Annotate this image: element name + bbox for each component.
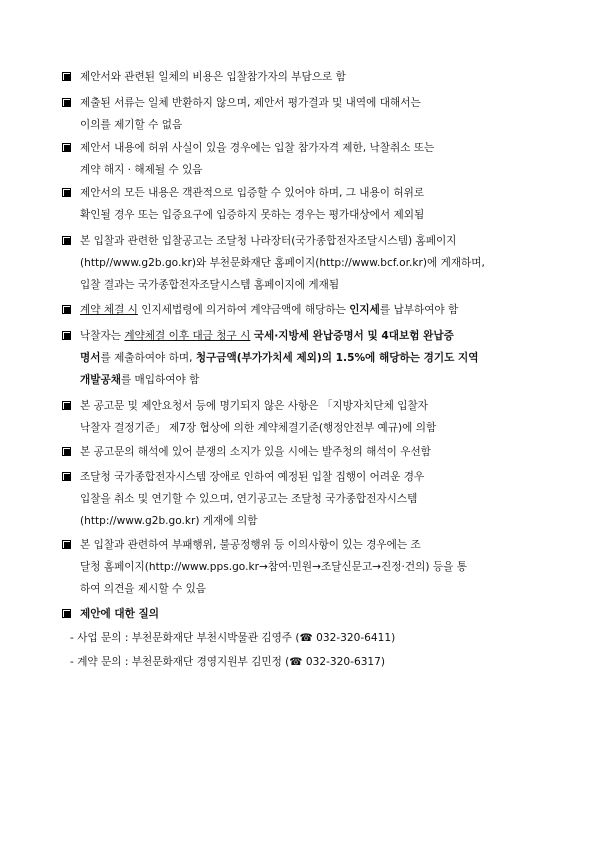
notice-line: 달청 홈페이지(http://www.pps.go.kr→참여·민원→조달신문고→진정·건의) 등을 통 [80, 561, 467, 573]
notice-line: 입찰을 취소 및 연기할 수 있으며, 연기공고는 조달청 국가종합전자시스템 [80, 493, 418, 505]
checkbox-bullet-icon [62, 143, 71, 152]
notice-item-9 [62, 441, 542, 463]
notice-line: 확인될 경우 또는 입증요구에 입증하지 못하는 경우는 평가대상에서 제외됨 [80, 209, 425, 221]
checkbox-bullet-icon [62, 447, 71, 456]
notice-line [62, 325, 542, 347]
underlined-text: 계약 체결 시 [80, 304, 138, 316]
bold-text: 명서 [80, 352, 101, 364]
notice-line: (http://www.g2b.go.kr) 게재에 의함 [80, 515, 258, 527]
checkbox-bullet-icon [62, 188, 71, 197]
notice-line: 조달청 국가종합전자시스템 장애로 인하여 예정된 입찰 집행이 어려운 경우 [80, 471, 425, 483]
checkbox-bullet-icon [62, 472, 71, 481]
notice-item-5 [62, 230, 542, 296]
notice-line: 이의를 제기할 수 없음 [80, 119, 183, 131]
inquiry-section [62, 603, 542, 625]
plain-text: 를 제출하여야 하며, [100, 352, 196, 364]
plain-text: 를 납부하여야 함 [379, 304, 459, 316]
notice-line [62, 347, 542, 369]
underlined-text: 계약체결 이후 대금 청구 시 [124, 330, 251, 342]
checkbox-bullet-icon [62, 609, 71, 618]
notice-line [62, 299, 542, 321]
notice-line: 제안서 내용에 허위 사실이 있을 경우에는 입찰 참가자격 제한, 낙찰취소 또는 [80, 142, 435, 154]
plain-text: 인지세법령에 의거하여 계약금액에 해당하는 [137, 304, 350, 316]
notice-item-2 [62, 92, 542, 136]
notice-item-8 [62, 395, 542, 439]
checkbox-bullet-icon [62, 331, 71, 340]
checkbox-bullet-icon [62, 540, 71, 549]
business-inquiry-contact: - 사업 문의 : 부천문화재단 부천시박물관 김영주 (☎ 032-320-6411) [70, 632, 396, 644]
notice-line [62, 369, 542, 391]
notice-item-6 [62, 299, 542, 321]
notice-item-4 [62, 182, 542, 226]
notice-line: (http//www.g2b.go.kr)와 부천문화재단 홈페이지(http://www.bcf.or.kr)에 게재하며, [80, 257, 485, 269]
notice-line: 하여 의견을 제시할 수 있음 [80, 583, 207, 595]
notice-line: 본 입찰과 관련한 입찰공고는 조달청 나라장터(국가종합전자조달시스템) 홈페이지 [80, 235, 457, 247]
notice-line: 본 공고문의 해석에 있어 분쟁의 소지가 있을 시에는 발주청의 해석이 우선함 [80, 446, 431, 458]
bold-text: 인지세 [349, 304, 380, 316]
checkbox-bullet-icon [62, 72, 71, 81]
contract-inquiry-contact: - 계약 문의 : 부천문화재단 경영지원부 김민정 (☎ 032-320-6317) [70, 656, 386, 668]
checkbox-bullet-icon [62, 401, 71, 410]
notice-item-11 [62, 534, 542, 600]
bold-text: 청구금액(부가가치세 제외)의 1.5%에 해당하는 경기도 지역 [195, 352, 479, 364]
notice-line: 낙찰자 결정기준」 제7장 협상에 의한 계약체결기준(행정안전부 예규)에 의함 [80, 422, 437, 434]
bold-text: 국세·지방세 완납증명서 및 4대보험 완납증 [253, 330, 454, 342]
checkbox-bullet-icon [62, 305, 71, 314]
notice-item-1 [62, 66, 542, 88]
notice-item-7 [62, 325, 542, 391]
notice-item-10 [62, 466, 542, 532]
notice-line: 제출된 서류는 일체 반환하지 않으며, 제안서 평가결과 및 내역에 대해서는 [80, 97, 421, 109]
notice-line: 본 입찰과 관련하여 부패행위, 불공정행위 등 이의사항이 있는 경우에는 조 [80, 539, 421, 551]
notice-item-3 [62, 137, 542, 181]
notice-line: 제안서의 모든 내용은 객관적으로 입증할 수 있어야 하며, 그 내용이 허위로 [80, 187, 425, 199]
plain-text: 를 매입하여야 함 [120, 374, 200, 386]
plain-text: 낙찰자는 [80, 330, 125, 342]
notice-line: 제안서와 관련된 일체의 비용은 입찰참가자의 부담으로 함 [80, 71, 346, 83]
checkbox-bullet-icon [62, 236, 71, 245]
notice-line: 입찰 결과는 국가종합전자조달시스템 홈페이지에 게재됨 [80, 279, 340, 291]
inquiry-heading: 제안에 대한 질의 [80, 608, 160, 620]
notice-line: 본 공고문 및 제안요청서 등에 명기되지 않은 사항은 「지방자치단체 입찰자 [80, 400, 428, 412]
bold-text: 개발공채 [80, 374, 121, 386]
notice-line: 계약 해지 · 해제될 수 있음 [80, 164, 203, 176]
checkbox-bullet-icon [62, 98, 71, 107]
